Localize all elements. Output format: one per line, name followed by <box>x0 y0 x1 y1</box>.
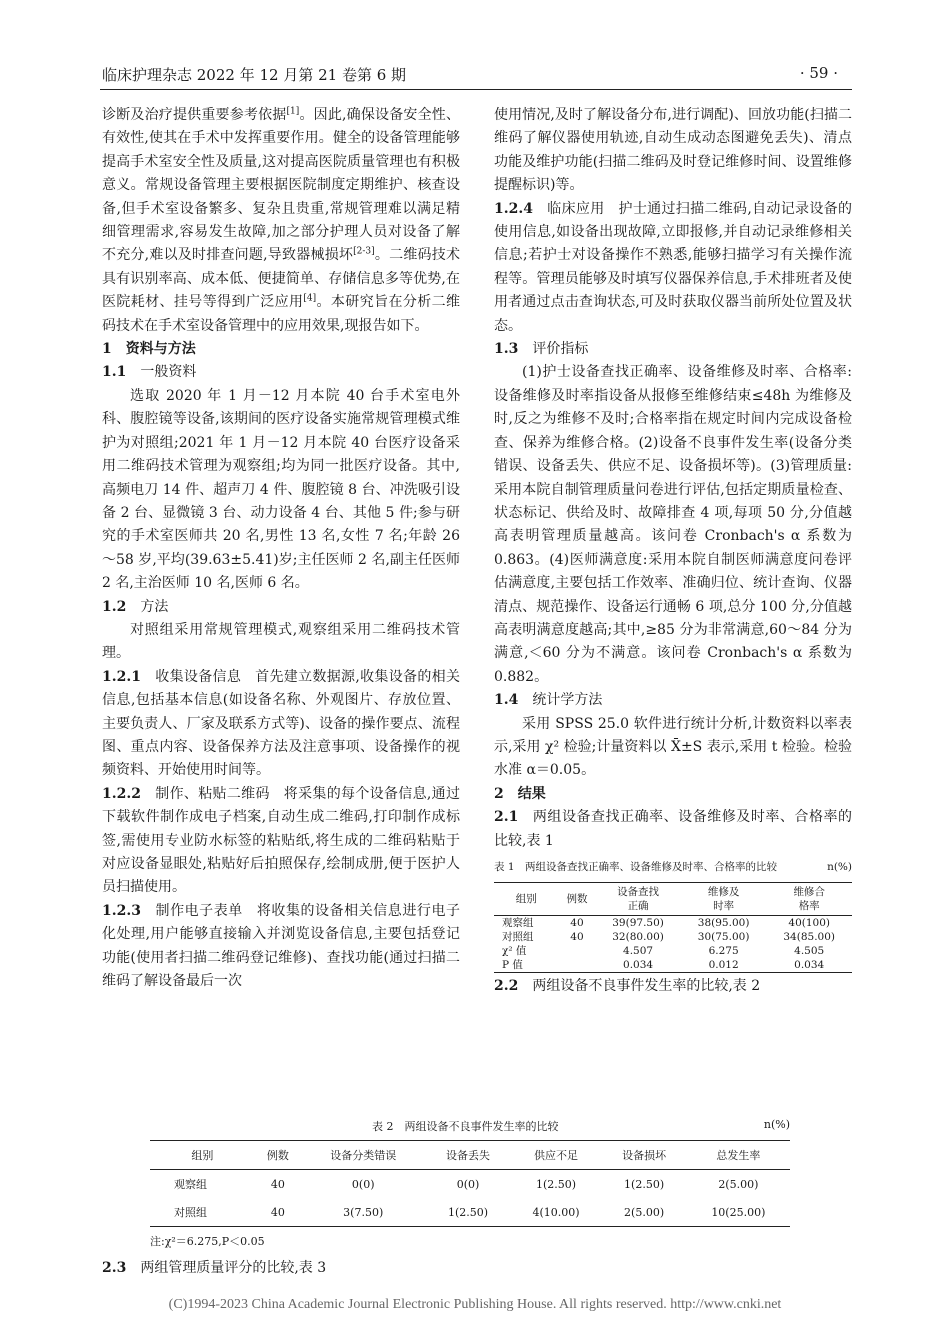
table-cell: 32(80.00) <box>612 931 664 944</box>
table-cell: 2(5.00) <box>718 1177 759 1191</box>
table-cell: 30(75.00) <box>697 931 750 944</box>
table-cell: 40 <box>270 1177 285 1191</box>
table2-caption: 表 2 两组设备不良事件发生率的比较 n(%) <box>372 1118 790 1133</box>
table-cell: 4.505 <box>794 945 825 958</box>
table-cell: 2(5.00) <box>601 1198 686 1227</box>
table-cell: 0(0) <box>456 1177 480 1191</box>
table-cell: 对照组 <box>502 931 534 944</box>
table-cell: 1(2.50) <box>624 1177 665 1191</box>
heading-1-2: 1.2 方法 <box>102 598 169 615</box>
table2-header: 例数 <box>255 1141 301 1170</box>
continued-paragraph: 使用情况,及时了解设备分布,进行调配)、回放功能(扫描二维码了解仪器使用轨迹,自动生成动态图避免丢失)、清点功能及维护功能(扫描二维码及时登记维修时间、设置维修提醒标识)等。 <box>494 107 852 194</box>
table-cell <box>559 958 596 973</box>
heading-2-2: 2.2 两组设备不良事件发生率的比较,表 2 <box>494 978 761 995</box>
table-cell: 3(7.50) <box>301 1198 425 1227</box>
table-row <box>150 1170 790 1199</box>
table-row <box>494 958 852 973</box>
heading-1-3: 1.3 评价指标 <box>494 341 589 358</box>
table-cell: 10(25.00) <box>687 1198 790 1227</box>
table1-header: 组别 <box>494 883 559 916</box>
table2-header: 供应不足 <box>511 1141 602 1170</box>
table-cell: 38(95.00) <box>697 917 750 930</box>
table-cell: 1(2.50) <box>425 1198 510 1227</box>
right-column <box>494 104 852 999</box>
table2-header: 组别 <box>150 1141 255 1170</box>
heading-1-1: 1.1 一般资料 <box>102 364 197 381</box>
section-1-2-1: 1.2.1 收集设备信息 首先建立数据源,收集设备的相关信息,包括基本信息(如设备名称、外观图片、存放位置、主要负责人、厂家及联系方式等)、设备的操作要点、流程图、重点内容、设备保养方法及注意事项、设备操作的视频资料、开始使用时间等。 <box>102 668 460 779</box>
table-cell: 40(100) <box>788 917 830 930</box>
section-1-2-3: 1.2.3 制作电子表单 将收集的设备相关信息进行电子化处理,用户能够直接输入并浏览设备信息,主要包括登记功能(使用者扫描二维码登记维修)、查找功能(通过扫描二维码了解设备最后一次 <box>102 902 461 990</box>
table-cell: 34(85.00) <box>783 931 835 944</box>
table-cell: 0(0) <box>351 1177 375 1191</box>
table2-header: 总发生率 <box>687 1141 790 1170</box>
table-cell: 0.012 <box>681 958 767 973</box>
table-cell <box>559 944 596 958</box>
table-cell: χ² 值 <box>502 945 527 958</box>
table-cell: 39(97.50) <box>612 917 664 930</box>
left-column <box>102 104 460 993</box>
evaluation-paragraph: (1)护士设备查找正确率、设备维修及时率、合格率:设备维修及时率指设备从报修至维修结束≤48h 为维修及时,反之为维修不及时;合格率指在规定时间内完成设备检查、保养为维修合格。(2)设备不良事件发生率(设备分类错误、设备丢失、供应不足、设备损坏等)。(3)管理质量:采用本院自制管理质量问卷进行评估,包括定期质量检查、状态标记、供给及时、故障排查 4 项,每项 50 分,分值越高表明管理质量越高。该问卷 Cronbach's α 系数为 0.863。(4)医师满意度:采用本院自制医师满意度问卷评估满意度,主要包括工作效率、准确归位、统计查询、仪器清点、规范操作、设备运行通畅 6 项,总分 100 分,分值越高表明满意度越高;其中,≥85 分为非常满意,60～84 分为满意,＜60 分为不满意。该问卷 Cronbach's α 系数为 0.882。 <box>494 364 852 685</box>
heading-2-3: 2.3 两组管理质量评分的比较,表 3 <box>102 1260 327 1276</box>
page-number: · 59 · <box>799 64 838 82</box>
table-cell: 对照组 <box>150 1198 255 1227</box>
header-rule <box>100 89 852 90</box>
journal-header: 临床护理杂志 2022 年 12 月第 21 卷第 6 期 <box>102 66 407 84</box>
table2-note: 注:χ²＝6.275,P＜0.05 <box>150 1235 265 1248</box>
table2-header: 设备丢失 <box>425 1141 510 1170</box>
table1-header: 设备查找 正确 <box>595 883 681 916</box>
statistics-paragraph: 采用 SPSS 25.0 软件进行统计分析,计数资料以率表示,采用 χ² 检验;计量资料以 X̄±S 表示,采用 t 检验。检验水准 α＝0.05。 <box>494 715 852 779</box>
table-cell: 观察组 <box>502 917 534 930</box>
table2-header: 设备分类错误 <box>301 1141 425 1170</box>
table-cell: 6.275 <box>708 945 739 958</box>
table1-header: 维修及 时率 <box>681 883 767 916</box>
table-cell: 1(2.50) <box>536 1177 577 1191</box>
heading-2: 2 结果 <box>494 785 546 802</box>
table1 <box>494 882 852 973</box>
table1-caption: 表 1 两组设备查找正确率、设备维修及时率、合格率的比较 n(%) <box>494 861 852 873</box>
table-row <box>494 930 852 944</box>
table2 <box>150 1140 790 1227</box>
table1-header: 维修合 格率 <box>766 883 852 916</box>
intro-paragraph: 诊断及治疗提供重要参考依据[1]。因此,确保设备安全性、有效性,使其在手术中发挥重要作用。健全的设备管理能够提高手术室安全性及质量,这对提高医院质量管理也有积极意义。常规设备管理主要根据医院制度定期维护、核查设备,但手术室设备繁多、复杂且贵重,常规管理难以满足精细管理需求,容易发生故障,加之部分护理人员对设备了解不充分,难以及时排查问题,导致器械损坏[2-3]。二维码技术具有识别率高、成本低、便捷简单、存储信息多等优势,在医院耗材、挂号等得到广泛应用[4]。本研究旨在分析二维码技术在手术室设备管理中的应用效果,现报告如下。 <box>102 106 461 334</box>
table-row <box>494 944 852 958</box>
heading-2-1: 2.1 两组设备查找正确率、设备维修及时率、合格率的比较,表 1 <box>494 809 852 849</box>
table-cell: 40 <box>255 1198 301 1227</box>
table2-header: 设备损坏 <box>601 1141 686 1170</box>
table-cell: P 值 <box>494 958 559 973</box>
table-cell: 40 <box>570 931 584 944</box>
general-data-paragraph: 选取 2020 年 1 月－12 月本院 40 台手术室电外科、腹腔镜等设备,该期间的医疗设备实施常规管理模式维护为对照组;2021 年 1 月－12 月本院 40 台医疗设备采用二维码技术管理为观察组;均为同一批医疗设备。其中,高频电刀 14 件、超声刀 4 件、腹腔镜 8 台、冲洗吸引设备 2 台、显微镜 3 台、动力设备 4 台、其他 5 件;参与研究的手术室医师共 20 名,男性 13 名,女性 7 名;年龄 26～58 岁,平均(39.63±5.41)岁;主任医师 2 名,副主任医师 2 名,主治医师 10 名,医师 6 名。 <box>102 387 460 592</box>
table-cell: 4(10.00) <box>511 1198 602 1227</box>
heading-1-4: 1.4 统计学方法 <box>494 692 603 709</box>
method-paragraph: 对照组采用常规管理模式,观察组采用二维码技术管理。 <box>102 621 460 662</box>
table2-block <box>102 1118 852 1277</box>
table1-header: 例数 <box>559 883 596 916</box>
table-cell: 0.034 <box>595 958 681 973</box>
table-cell: 0.034 <box>766 958 852 973</box>
copyright-footer: (C)1994-2023 China Academic Journal Electronic Publishing House. All rights reserved. http://www.cnki.net <box>168 1297 782 1312</box>
section-1-2-2: 1.2.2 制作、粘贴二维码 将采集的每个设备信息,通过下载软件制作成电子档案,自动生成二维码,打印制作成标签,需使用专业防水标签的粘贴纸,将生成的二维码粘贴于对应设备显眼处,粘贴好后拍照保存,绘制成册,便于医护人员扫描使用。 <box>102 785 460 896</box>
table-row <box>150 1198 790 1227</box>
table-row <box>494 916 852 931</box>
table-cell: 观察组 <box>174 1178 207 1191</box>
table-cell: 4.507 <box>623 945 654 958</box>
heading-1: 1 资料与方法 <box>102 341 196 358</box>
section-1-2-4: 1.2.4 临床应用 护士通过扫描二维码,自动记录设备的使用信息,如设备出现故障,立即报修,并自动记录维修相关信息;若护士对设备操作不熟悉,能够扫描学习有关操作流程等。管理员能够及时填写仪器保养信息,手术排班者及使用者通过点击查询状态,可及时获取仪器当前所处位置及状态。 <box>494 200 852 334</box>
table-cell: 40 <box>570 917 584 930</box>
